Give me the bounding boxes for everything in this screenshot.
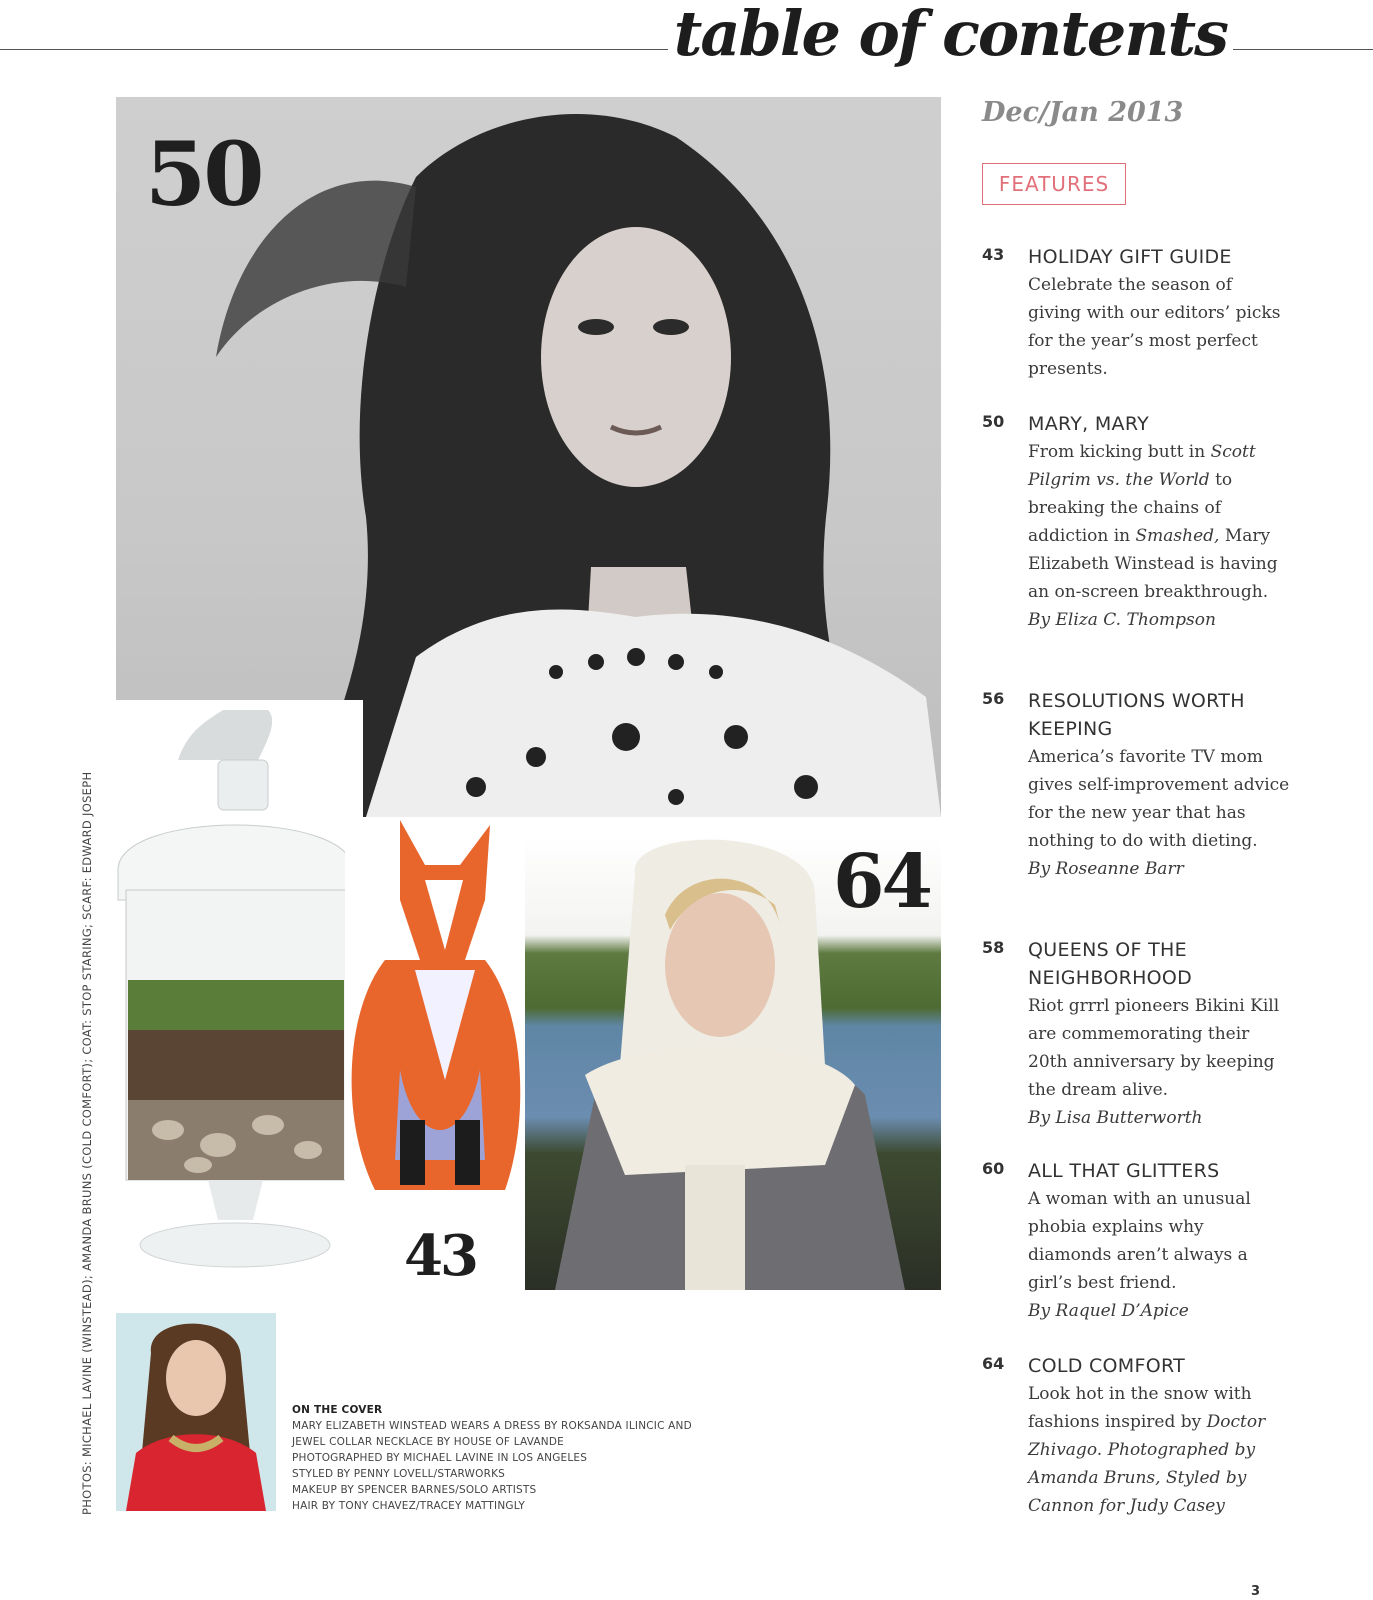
cover-caption-line: STYLED BY PENNY LOVELL/STARWORKS [292,1468,506,1480]
feature-page-number: 56 [982,689,1005,708]
feature-title: RESOLUTIONS WORTH KEEPING [1028,690,1245,740]
feature-page-number: 64 [982,1354,1005,1373]
page-title: table of contents [668,0,1233,74]
feature-title: HOLIDAY GIFT GUIDE [1028,246,1232,268]
feature-byline: By Eliza C. Thompson [1028,610,1216,630]
feature-description: Celebrate the season of giving with our editors’ picks for the year’s most perfect presents. [1028,275,1281,379]
cover-caption-title: ON THE COVER [292,1404,383,1416]
feature-byline: By Roseanne Barr [1028,859,1184,879]
feature-entry[interactable] [982,936,1282,1132]
cover-caption-line: JEWEL COLLAR NECKLACE BY HOUSE OF LAVANDE [292,1436,564,1448]
cover-caption-line: PHOTOGRAPHED BY MICHAEL LAVINE IN LOS ANGELES [292,1452,588,1464]
feature-page-number: 50 [982,412,1005,431]
feature-entry[interactable] [982,410,1282,634]
callout-page-50: 50 [145,122,262,226]
terrarium-photo [108,700,363,1300]
feature-page-number: 43 [982,245,1005,264]
feature-description: From kicking butt in Scott Pilgrim vs. the World to breaking the chains of addiction in Smashed, Mary Elizabeth Winstead is having an on-screen breakthrough. [1028,442,1278,602]
fox-pillow-photo [345,820,535,1200]
callout-page-64: 64 [833,839,930,925]
feature-description: Riot grrrl pioneers Bikini Kill are commemorating their 20th anniversary by keeping the dream alive. [1028,996,1280,1100]
feature-entry[interactable] [982,687,1290,883]
callout-page-43: 43 [404,1223,476,1289]
feature-page-number: 58 [982,938,1005,957]
feature-entry[interactable] [982,243,1282,383]
cover-caption-line: MAKEUP BY SPENCER BARNES/SOLO ARTISTS [292,1484,537,1496]
cover-caption-line: HAIR BY TONY CHAVEZ/TRACEY MATTINGLY [292,1500,525,1512]
photo-credits: PHOTOS: MICHAEL LAVINE (WINSTEAD); AMANDA BRUNS (COLD COMFORT); COAT: STOP STARING; SCARF: EDWARD JOSEPH [80,771,94,1515]
feature-title: ALL THAT GLITTERS [1028,1160,1220,1182]
feature-description: America’s favorite TV mom gives self-improvement advice for the new year that has nothing to do with dieting. [1028,747,1290,851]
feature-byline: By Raquel D’Apice [1028,1301,1189,1321]
feature-title: COLD COMFORT [1028,1355,1186,1377]
feature-description: A woman with an unusual phobia explains why diamonds aren’t always a girl’s best friend. [1028,1189,1251,1293]
cover-thumbnail-photo [116,1313,276,1511]
cover-model-illustration [116,1313,276,1511]
feature-byline: By Lisa Butterworth [1028,1108,1203,1128]
feature-title: MARY, MARY [1028,413,1150,435]
feature-description: Look hot in the snow with fashions inspired by Doctor Zhivago. Photographed by Amanda Bruns, Styled by Cannon for Judy Casey [1028,1384,1266,1516]
page-folio: 3 [1251,1584,1261,1599]
cover-caption-line: MARY ELIZABETH WINSTEAD WEARS A DRESS BY ROKSANDA ILINCIC AND [292,1420,692,1432]
feature-entry[interactable] [982,1352,1282,1520]
feature-entry[interactable] [982,1157,1282,1325]
feature-page-number: 60 [982,1159,1005,1178]
cover-caption [292,1402,692,1514]
terrarium-illustration [108,700,363,1300]
features-section-label: FEATURES [982,163,1126,205]
fox-illustration [345,820,535,1200]
issue-date: Dec/Jan 2013 [982,97,1184,128]
feature-title: QUEENS OF THE NEIGHBORHOOD [1028,939,1193,989]
